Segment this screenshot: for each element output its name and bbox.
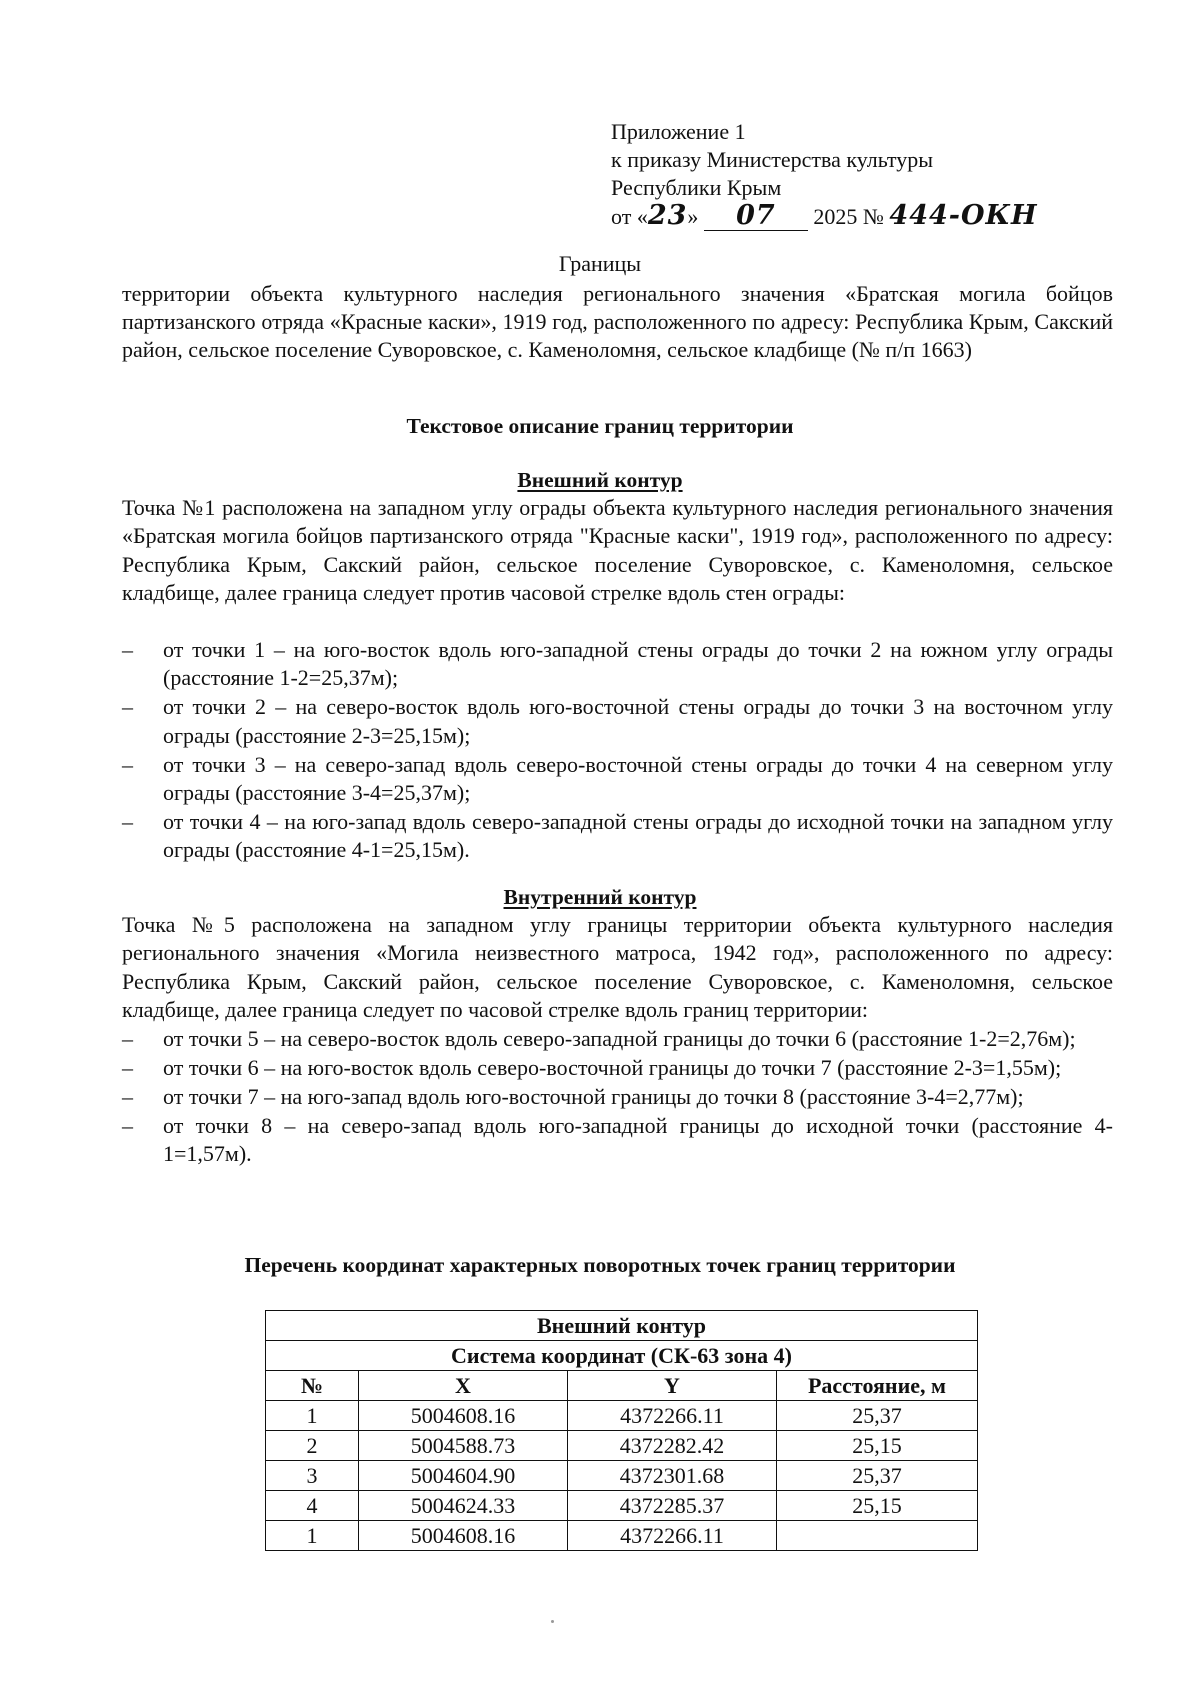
list-dash: – xyxy=(122,694,133,720)
cell-y: 4372266.11 xyxy=(568,1521,777,1551)
list-item xyxy=(122,1083,1113,1111)
appendix-order-line: к приказу Министерства культуры xyxy=(611,147,934,172)
order-number-handwritten: 444-ОКН xyxy=(889,200,1038,231)
date-month-handwritten: 07 xyxy=(736,200,776,231)
column-header-distance: Расстояние, м xyxy=(777,1371,978,1401)
outer-contour-intro: Точка №1 расположена на западном углу ограды объекта культурного наследия регионального значения «Братская могила бойцов партизанского отряда "Красные каски", 1919 год», расположенного по адресу: Республика Крым, Сакский район, сельское поселение Суворовское, с. Каменоломня, сельское кладбище, далее граница следует против часовой стрелке вдоль стен ограды: xyxy=(122,495,1113,606)
list-item xyxy=(122,808,1113,865)
outer-contour-list xyxy=(122,636,1113,865)
list-dash: – xyxy=(122,1026,133,1051)
inner-contour-heading xyxy=(0,883,1200,911)
cell-x: 5004624.33 xyxy=(359,1491,568,1521)
date-month-blank xyxy=(704,200,808,231)
appendix-date-line xyxy=(611,202,1081,231)
list-item xyxy=(122,1025,1113,1053)
column-header-number: № xyxy=(266,1371,359,1401)
cell-x: 5004604.90 xyxy=(359,1461,568,1491)
list-item xyxy=(122,1054,1113,1082)
list-dash: – xyxy=(122,751,133,777)
cell-distance: 25,15 xyxy=(777,1491,978,1521)
table-row xyxy=(266,1431,978,1461)
table-caption-contour: Внешний контур xyxy=(266,1311,978,1341)
cell-number: 2 xyxy=(266,1431,359,1461)
cell-x: 5004588.73 xyxy=(359,1431,568,1461)
cell-y: 4372285.37 xyxy=(568,1491,777,1521)
appendix-header xyxy=(611,118,1081,231)
table-caption-system: Система координат (СК-63 зона 4) xyxy=(266,1341,978,1371)
list-dash: – xyxy=(122,1054,133,1080)
text-description-heading: Текстовое описание границ территории xyxy=(406,414,794,438)
cell-x: 5004608.16 xyxy=(359,1521,568,1551)
list-item xyxy=(122,751,1113,808)
cell-y: 4372301.68 xyxy=(568,1461,777,1491)
outer-contour-heading xyxy=(0,466,1200,494)
table-row xyxy=(266,1491,978,1521)
cell-number: 1 xyxy=(266,1521,359,1551)
date-prefix: от « xyxy=(611,204,648,229)
table-header-row xyxy=(266,1371,978,1401)
inner-contour-heading-text: Внутренний контур xyxy=(503,885,697,909)
scan-speck xyxy=(551,1620,554,1623)
date-mid: » xyxy=(687,204,699,229)
list-item xyxy=(122,636,1113,693)
table-caption-row xyxy=(266,1341,978,1371)
coordinates-heading: Перечень координат характерных поворотных точек границ территории xyxy=(244,1253,956,1277)
inner-contour-list xyxy=(122,1025,1113,1169)
appendix-title: Приложение 1 xyxy=(611,119,746,144)
date-year: 2025 № xyxy=(813,204,884,229)
list-item-text: от точки 6 – на юго-восток вдоль северо-восточной границы до точки 7 (расстояние 2-3=1,55м); xyxy=(163,1054,1062,1080)
column-header-x: X xyxy=(359,1371,568,1401)
cell-y: 4372266.11 xyxy=(568,1401,777,1431)
cell-x: 5004608.16 xyxy=(359,1401,568,1431)
inner-contour-intro: Точка №5 расположена на западном углу границы территории объекта культурного наследия регионального значения «Могила неизвестного матроса, 1942 год», расположенного по адресу: Республика Крым, Сакский район, сельское поселение Суворовское, с. Каменоломня, сельское кладбище, далее граница следует по часовой стрелке вдоль границ территории: xyxy=(122,912,1113,1023)
document-title-description: территории объекта культурного наследия регионального значения «Братская могила бойцов партизанского отряда «Красные каски», 1919 год, расположенного по адресу: Республика Крым, Сакский район, сельское поселение Суворовское, с. Каменоломня, сельское кладбище (№ п/п 1663) xyxy=(122,281,1113,362)
list-dash: – xyxy=(122,808,133,834)
document-title: Границы xyxy=(558,251,642,276)
cell-number: 4 xyxy=(266,1491,359,1521)
list-item xyxy=(122,1112,1113,1169)
list-item-text: от точки 3 – на северо-запад вдоль северо-восточной стены ограды до точки 4 на северном углу ограды (расстояние 3-4=25,37м); xyxy=(163,751,1113,806)
table-row xyxy=(266,1461,978,1491)
list-item xyxy=(122,693,1113,750)
cell-distance: 25,37 xyxy=(777,1401,978,1431)
list-item-text: от точки 8 – на северо-запад вдоль юго-западной границы до исходной точки (расстояние 4-1=1,57м). xyxy=(163,1112,1113,1167)
list-item-text: от точки 5 – на северо-восток вдоль северо-западной границы до точки 6 (расстояние 1-2=2,76м); xyxy=(163,1026,1076,1051)
table-caption-row xyxy=(266,1311,978,1341)
list-item-text: от точки 4 – на юго-запад вдоль северо-западной стены ограды до исходной точки на западном углу ограды (расстояние 4-1=25,15м). xyxy=(163,808,1113,863)
column-header-y: Y xyxy=(568,1371,777,1401)
cell-number: 3 xyxy=(266,1461,359,1491)
cell-number: 1 xyxy=(266,1401,359,1431)
list-item-text: от точки 7 – на юго-запад вдоль юго-восточной границы до точки 8 (расстояние 3-4=2,77м); xyxy=(163,1083,1024,1109)
list-dash: – xyxy=(122,1112,133,1138)
list-dash: – xyxy=(122,637,133,662)
table-row xyxy=(266,1401,978,1431)
cell-y: 4372282.42 xyxy=(568,1431,777,1461)
list-item-text: от точки 1 – на юго-восток вдоль юго-западной стены ограды до точки 2 на южном углу ограды (расстояние 1-2=25,37м); xyxy=(163,637,1113,691)
list-item-text: от точки 2 – на северо-восток вдоль юго-восточной стены ограды до точки 3 на восточном углу ограды (расстояние 2-3=25,15м); xyxy=(163,694,1113,748)
table-row xyxy=(266,1521,978,1551)
outer-contour-heading-text: Внешний контур xyxy=(517,468,683,492)
cell-distance xyxy=(777,1521,978,1551)
cell-distance: 25,37 xyxy=(777,1461,978,1491)
cell-distance: 25,15 xyxy=(777,1431,978,1461)
appendix-republic-line: Республики Крым xyxy=(611,175,782,200)
date-day-handwritten: 23 xyxy=(647,200,688,231)
list-dash: – xyxy=(122,1083,133,1109)
coordinates-table xyxy=(265,1310,978,1551)
